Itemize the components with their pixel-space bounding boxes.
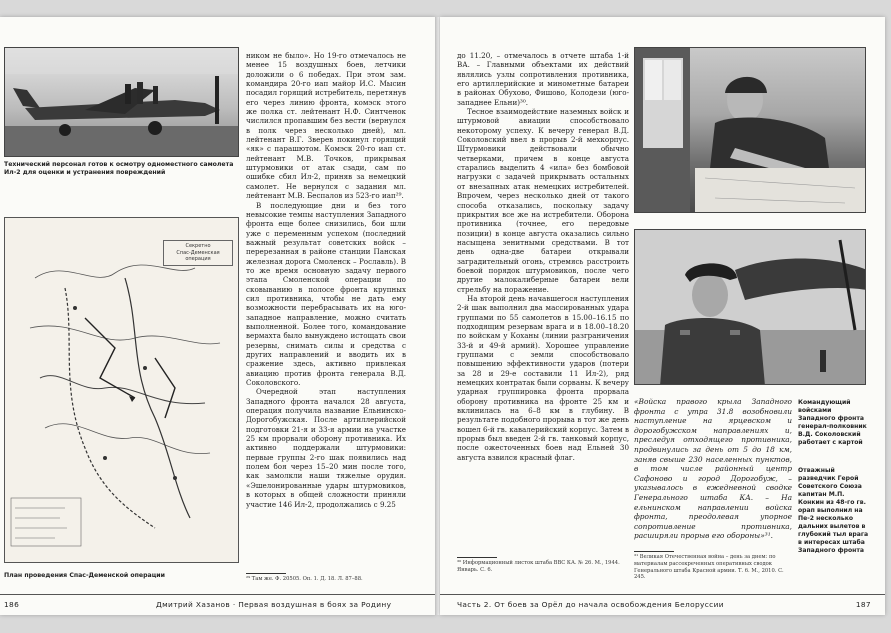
- paragraph: На второй день начавшегося наступления 2-й шак выполнил два массированных удара группами по 55 самолетов в 15.00–16.15 по подходящим резервам врага и в 18.00–18.20 по войскам у Коханы (линии разграничения 33-й и 49-й армий). Хорошее управление группами с земли способствовало повышению эффективности ударов (потери за 28 и 29-е составили 11 Ил-2), ряд немецких контратак были сорваны. К вечеру ударная группировка фронта прорвала оборону противника на фронте 25 км и вклинилась на 6–8 км в глубину. В результате подобного прорыва в тот же день вошел 6-й гв. кавалерийский корпус. Затем в прорыв был введен 2-й гв. танковый корпус, после ожесточенных боев над Ельней 30 августа взвился красный флаг.: [457, 293, 629, 462]
- right-body-column: [457, 51, 629, 557]
- paragraph: до 11.20, – отмечалось в отчете штаба 1-й ВА. – Главными объектами их действий являлись узлы сопротивления противника, его артиллерийские и минометные батареи в районах Обухово, Фишово, Колодези (юго-западнее Ельни)³⁰.: [457, 51, 629, 107]
- paragraph: Тесное взаимодействие наземных войск и штурмовой авиации способствовало некоторому успеху. К вечеру генерал В.Д. Соколовский ввел в прорыв 2-й мехкорпус. Штурмовики действовали обычно четверками, причем в конце августа старались выделить 4 «ила» без бомбовой нагрузки с задачей прикрывать остальных от внезапных атак немецких истребителей. Впрочем, через несколько дней от такого способа отказались, поскольку задачу прикрытия все же на истребители. Оборона противника (точнее, его передовые позиции) в конце августа оказались сильно насыщена зенитными средствами. В тот день одна-две батареи открывали заградительный огонь, стремясь расстроить боевой порядок штурмовиков, после чего другие малокалиберные батареи вели стрельбу на поражение.: [457, 107, 629, 294]
- commander-caption: Командующий войсками Западного фронта генерал-полковник В.Д. Соколовский работает с картой: [798, 399, 867, 446]
- officer-figure-icon: [635, 48, 866, 213]
- left-page: [0, 17, 436, 615]
- map-drawing: [5, 218, 238, 562]
- page-number: 186: [4, 600, 20, 609]
- footnote: ²⁹ Там же. Ф. 20505. Оп. 1. Д. 18. Л. 87–88.: [246, 576, 363, 582]
- operation-map: [4, 217, 239, 563]
- running-title: Дмитрий Хазанов · Первая воздушная в боях за Родину: [156, 600, 392, 609]
- photo-caption: Технический персонал готов к осмотру одноместного самолета Ил-2 для оценки и устранения повреждений: [4, 161, 234, 176]
- left-body-column: [246, 51, 406, 571]
- right-running-footer: [440, 594, 885, 615]
- footnote: ³¹ Великая Отечественная война – день за днем: по материалам рассекреченных оперативных сводок Генерального штаба Красной армии. Т. 6. М., 2010. С. 245.: [634, 554, 784, 581]
- right-page: [440, 17, 885, 615]
- scout-caption: Отважный разведчик Герой Советского Союза капитан М.П. Конкин из 48-го гв. орап выполнил на Пе-2 несколько дальних вылетов в глубокий тыл врага в интересах штаба Западного фронта: [798, 467, 869, 554]
- footnote: ³⁰ Информационный листок штаба ВВС КА. № 26. М., 1944. Январь. С. 6.: [457, 560, 620, 573]
- quote-block: [634, 397, 792, 547]
- aircraft-inspection-photo: [4, 47, 239, 157]
- commander-with-map-photo: [634, 47, 866, 213]
- map-stamp-line: операция: [185, 256, 211, 262]
- map-stamp: [163, 240, 233, 266]
- pilot-figure-icon: [635, 230, 866, 385]
- map-stamp-line: Спас-Деменская: [176, 249, 220, 256]
- page-number: 187: [855, 600, 871, 609]
- scout-pilot-photo: [634, 229, 866, 385]
- aircraft-silhouette-icon: [5, 48, 239, 157]
- left-running-footer: [0, 594, 436, 615]
- map-stamp-line: Секретно: [185, 243, 211, 249]
- paragraph: ником не было». Но 19-го отмечалось не менее 15 воздушных боев, летчики доложили о 6 победах. При этом зам. командира 20-го иап майор И.С. Мысин посадил горящий истребитель, перетянув его через линию фронта, комэск этого же полка ст. лейтенант Н.Ф. Синтченок числился пропавшим без вести (вернулся в полк через несколько дней), мл. лейтенант В.Г. Зверев покинул горящий «як» с парашютом. Комэск 20-го иап ст. лейтенант М.В. Точков, прикрывая штурмовики от атак сзади, сам по ошибке сбил Ил-2, приняв за немецкий самолет. Не вернулся с задания мл. лейтенант М.В. Беспалов из 523-го иап²⁹.: [246, 51, 406, 201]
- running-title: Часть 2. От боев за Орёл до начала освобождения Белоруссии: [457, 600, 724, 609]
- paragraph: Очередной этап наступления Западного фронта начался 28 августа, операция получила название Ельнинско-Дорогобужская. После артиллерийской подготовки 21-я и 33-я армии на участке 25 км прорвали оборону противника. Их активно поддержали штурмовики: первые группы 2-го шак появились над полем боя через 15–20 мин после того, как замолкли наши тяжелые орудия. «Эшелонированные удары штурмовиков, в которых в общей сложности приняли участие 146 Ил-2, продолжались с 9.25: [246, 387, 406, 509]
- map-caption: План проведения Спас-Деменской операции: [4, 572, 165, 579]
- quote-text: «Войска правого крыла Западного фронта с утра 31.8 возобновили наступление на ярцевском и дорогобужском направлениях и, преследуя отходящего противника, продвинулись за день от 5 до 18 км, заняв свыше 230 населенных пунктов, в том числе районный центр Сафоново и город Дорогобуж, – указывалось в ежедневной сводке Генерального штаба КА. – На ельнинском направлении войска фронта, преодолевая упорное сопротивление противника, расширяли прорыв его обороны»³¹.: [634, 397, 792, 541]
- paragraph: В последующие дни и без того невысокие темпы наступления Западного фронта еще более снизились, бои шли уже с переменным успехом (последний важный результат советских войск – перерезанная в районе станции Панская железная дорога Смоленск – Рославль). В то же время основную задачу первого этапа Смоленской операции по сковыванию в полосе фронта крупных сил противника, чтобы не дать ему возможности перебрасывать их на юго-западное направление, можно считать выполненной. Более того, командование вермахта было вынуждено истощать свои резервы, снимать силы и средства с других направлений и вводить их в сражение здесь, активно привлекая авиацию против фронта генерала В.Д. Соколовского.: [246, 200, 406, 388]
